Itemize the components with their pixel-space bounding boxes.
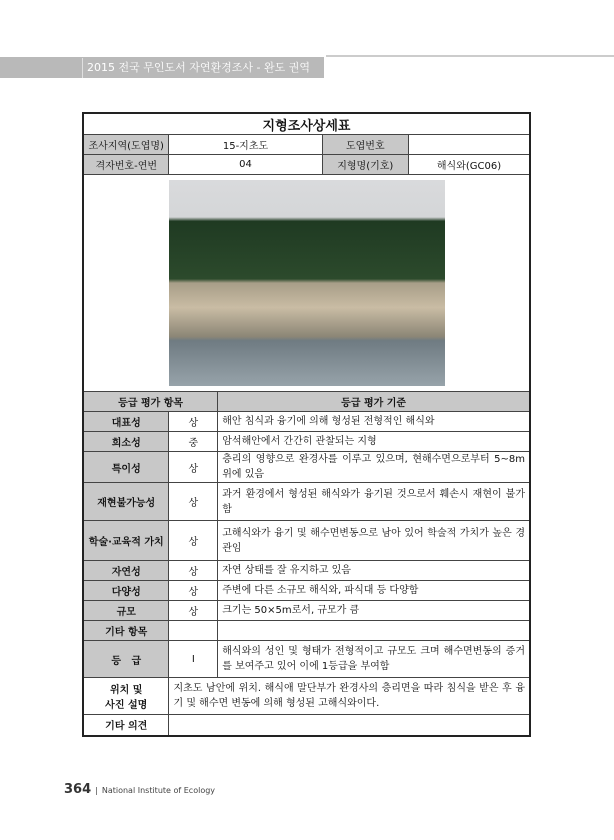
eval-criteria: 암석해안에서 간간히 관찰되는 지형 xyxy=(218,432,530,452)
location-label xyxy=(83,678,169,715)
eval-item: 기타 항목 xyxy=(83,621,169,641)
footer: 364 | National Institute of Ecology xyxy=(64,782,216,797)
header-rule xyxy=(326,55,614,57)
eval-grade: 상 xyxy=(169,483,218,521)
other-label: 기타 의견 xyxy=(83,715,169,736)
location-label-line1: 위치 및 xyxy=(110,685,143,696)
footer-org: National Institute of Ecology xyxy=(101,786,216,795)
eval-grade: 중 xyxy=(169,432,218,452)
eval-item: 특이성 xyxy=(83,452,169,483)
other-value xyxy=(169,715,530,736)
eval-criteria: 해식와의 성인 및 형태가 전형적이고 규모도 크며 해수면변동의 증거를 보여주고 있어 이에 1등급을 부여함 xyxy=(218,641,530,678)
landform-value: 해식와(GC06) xyxy=(409,155,530,175)
eval-row xyxy=(83,483,530,521)
eval-grade: 상 xyxy=(169,561,218,581)
eval-item: 학술·교육적 가치 xyxy=(83,521,169,561)
eval-criteria: 자연 상태를 잘 유지하고 있음 xyxy=(218,561,530,581)
eval-grade: 상 xyxy=(169,581,218,601)
landform-label: 지형명(기호) xyxy=(322,155,409,175)
eval-criteria: 주변에 다른 소규모 해식와, 파식대 등 다양함 xyxy=(218,581,530,601)
coastal-rock-photo xyxy=(169,180,445,386)
eval-grade xyxy=(169,621,218,641)
eval-item-header: 등급 평가 항목 xyxy=(83,392,218,412)
table-title: 지형조사상세표 xyxy=(83,113,530,135)
eval-row xyxy=(83,521,530,561)
eval-item: 등 급 xyxy=(83,641,169,678)
location-value: 지초도 남안에 위치. 해식애 말단부가 완경사의 층리면을 따라 침식을 받은 후 융기 및 해수면 변동에 의해 형성된 고해식와이다. xyxy=(169,678,530,715)
eval-row xyxy=(83,641,530,678)
eval-row xyxy=(83,561,530,581)
landform-survey-table xyxy=(82,112,531,737)
eval-grade: 상 xyxy=(169,412,218,432)
eval-grade: 상 xyxy=(169,452,218,483)
eval-row xyxy=(83,452,530,483)
eval-criteria xyxy=(218,621,530,641)
survey-area-label: 조사지역(도엽명) xyxy=(83,135,169,155)
eval-row xyxy=(83,412,530,432)
eval-row xyxy=(83,601,530,621)
eval-criteria-header: 등급 평가 기준 xyxy=(218,392,530,412)
eval-criteria: 과거 환경에서 형성된 해식와가 융기된 것으로서 훼손시 재현이 불가함 xyxy=(218,483,530,521)
location-label-line2: 사진 설명 xyxy=(105,700,148,711)
eval-row xyxy=(83,581,530,601)
eval-item: 희소성 xyxy=(83,432,169,452)
eval-row xyxy=(83,621,530,641)
eval-item: 대표성 xyxy=(83,412,169,432)
running-header: 2015 전국 무인도서 자연환경조사 - 완도 권역 xyxy=(82,58,310,78)
eval-grade: 상 xyxy=(169,601,218,621)
survey-area-value: 15-지초도 xyxy=(169,135,322,155)
eval-item: 재현불가능성 xyxy=(83,483,169,521)
map-no-label: 도엽번호 xyxy=(322,135,409,155)
grid-value: 04 xyxy=(169,155,322,175)
eval-row xyxy=(83,432,530,452)
eval-grade: 상 xyxy=(169,521,218,561)
eval-criteria: 크기는 50×5m로서, 규모가 큼 xyxy=(218,601,530,621)
eval-item: 다양성 xyxy=(83,581,169,601)
eval-grade: I xyxy=(169,641,218,678)
eval-criteria: 해안 침식과 융기에 의해 형성된 전형적인 해식와 xyxy=(218,412,530,432)
eval-item: 규모 xyxy=(83,601,169,621)
grid-label: 격자번호-연번 xyxy=(83,155,169,175)
eval-item: 자연성 xyxy=(83,561,169,581)
photo-cell xyxy=(83,175,530,392)
map-no-value xyxy=(409,135,530,155)
page-number: 364 xyxy=(64,782,92,797)
eval-criteria: 고해식와가 융기 및 해수면변동으로 남아 있어 학술적 가치가 높은 경관임 xyxy=(218,521,530,561)
eval-criteria: 층리의 영향으로 완경사를 이루고 있으며, 현해수면으로부터 5~8m 위에 있음 xyxy=(218,452,530,483)
